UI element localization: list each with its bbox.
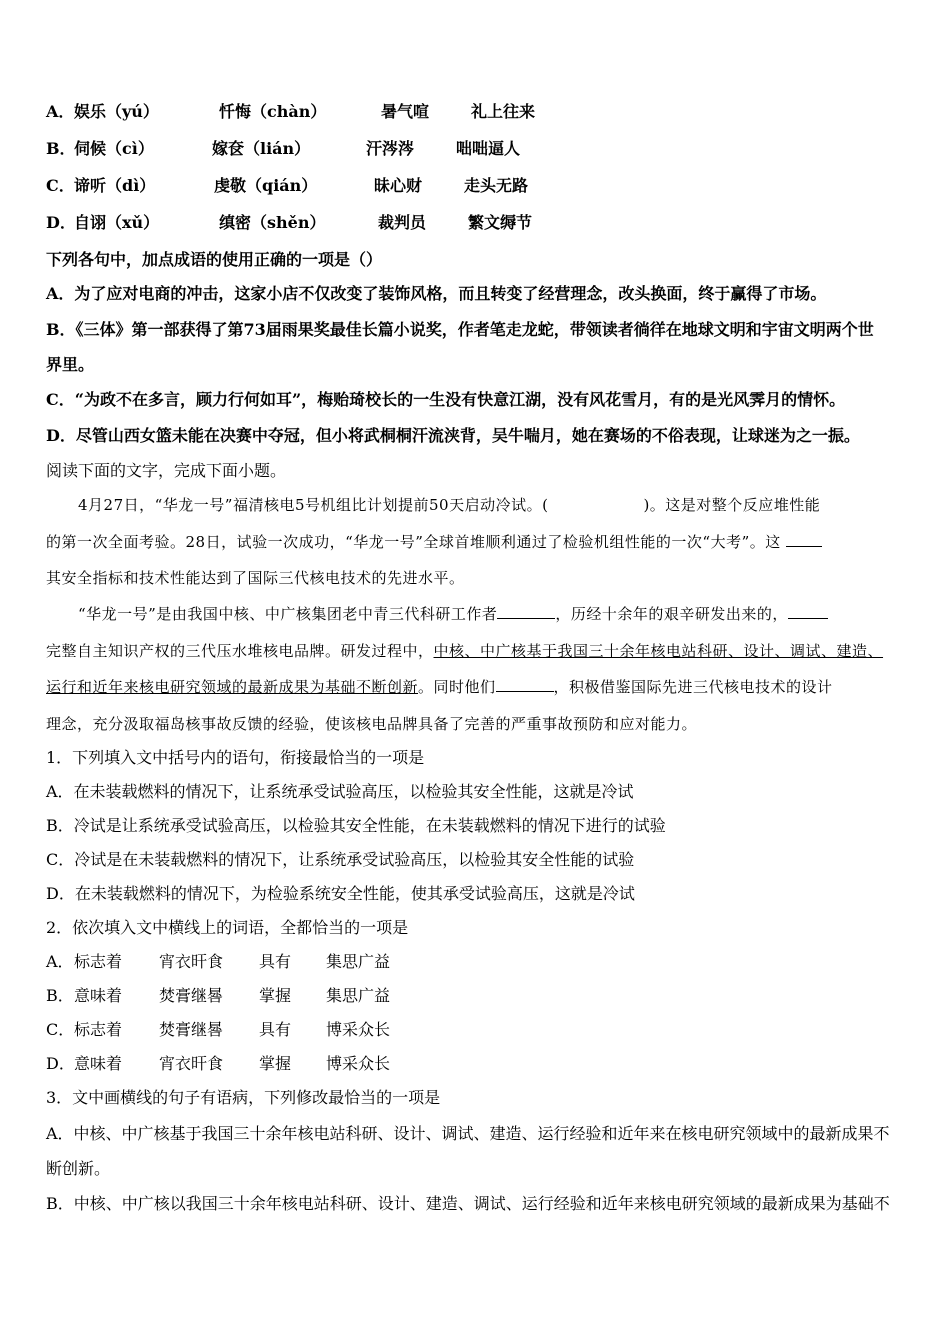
option-word: 缜密（shěn） <box>219 213 326 232</box>
option-word: 虔敬（qián） <box>214 176 318 195</box>
option-word: 礼上往来 <box>471 102 536 121</box>
question-stem: 下列各句中，加点成语的使用正确的一项是（） <box>46 250 383 269</box>
passage-line: “华龙一号”是由我国中核、中广核集团老中青三代科研工作者 ，历经十余年的艰辛研发出来的， <box>78 604 828 624</box>
exam-page: A． 娱乐（yú） 忏悔（chàn） 暑气喧 礼上往来 B． 伺候（cì） 嫁奁（lián） 汗涔涔 咄咄逼人 C． 谛听（dì） 虔敬（qián） 昧心财 走头无路 D． 自诩（xǔ） 缜密（shěn） 裁判员 繁文缛节 下列各句中，加点成语的使用正确的一项是（） A．为了应对电商的冲击，这家小店不仅改变了装饰风格，而且转变了经营理念，改头换面，终于赢得了市场。 B．《三体》第一部获得了第73届雨果奖最佳长篇小说奖，作者笔走龙蛇，带领读者徜徉在地球文明和宇宙文明两个世 界里。 C．“为政不在多言，顾力行何如耳”，梅贻琦校长的一生没有快意江湖，没有风花雪月，有的是光风霁月的情怀。 D．尽管山西女篮未能在决赛中夺冠，但小将武桐桐汗流浃背，吴牛喘月，她在赛场的不俗表现，让球迷为之一振。 阅读下面的文字，完成下面小题。 4月27日，“华龙一号”福清核电5号机组比计划提前50天启动冷试。( )。这是对整个反应堆性能 的第一次全面考验。28日，试验一次成功，“华龙一号”全球首堆顺利通过了检验机组性能的一次“大考”。这 其安全指标和技术性能达到了国际三代核电技术的先进水平。 “华龙一号”是由我国中核、中广核集团老中青三代科研工作者 ，历经十余年的艰辛研发出来的， 完整自主知识产权的三代压水堆核电品牌。研发过程中，中核、中广核基于我国三十余年核电站科研、设计、调试、建造、 运行和近年来核电研究领域的最新成果为基础不断创新。同时他们 ，积极借鉴国际先进三代核电技术的设计 理念，充分汲取福岛核事故反馈的经验，使该核电品牌具备了完善的严重事故预防和应对能力。 1．下列填入文中括号内的语句，衔接最恰当的一项是 A．在未装载燃料的情况下，让系统承受试验高压，以检验其安全性能，这就是冷试 B．冷试是让系统承受试验高压，以检验其安全性能，在未装载燃料的情况下进行的试验 C．冷试是在未装载燃料的情况下，让系统承受试验高压，以检验其安全性能的试验 D．在未装载燃料的情况下，为检验系统安全性能，使其承受试验高压，这就是冷试 2．依次填入文中横线上的词语，全都恰当的一项是 A． 标志着 宵衣旰食 具有 集思广益 B． 意味着 焚膏继晷 掌握 集思广益 C． 标志着 焚膏继晷 具有 博采众长 D． 意味着 宵衣旰食 掌握 博采众长 3．文中画横线的句子有语病，下列修改最恰当的一项是 A．中核、中广核基于我国三十余年核电站科研、设计、调试、建造、运行经验和近年来在核电研究领域中的最新成果不 断创新。 B．中核、中广核以我国三十余年核电站科研、设计、建造、调试、运行经验和近年来核电研究领域的最新成果为基础不 <box>46 102 890 1213</box>
option-word: 谛听（dì） <box>74 176 156 195</box>
option-d: D．在未装载燃料的情况下，为检验系统安全性能，使其承受试验高压，这就是冷试 <box>46 884 635 903</box>
option-label: C． <box>46 176 75 195</box>
underlined-sentence: 中核、中广核基于我国三十余年核电站科研、设计、调试、建造、 <box>433 642 884 660</box>
option-b: B．《三体》第一部获得了第73届雨果奖最佳长篇小说奖，作者笔走龙蛇，带领读者徜徉在地球文明和宇宙文明两个世 <box>46 320 874 339</box>
option-word: 忏悔（chàn） <box>219 102 327 121</box>
option-word: 裁判员 <box>378 213 427 232</box>
fill-blank <box>496 677 554 692</box>
question-stem: 1．下列填入文中括号内的语句，衔接最恰当的一项是 <box>46 748 425 767</box>
option-a-cont: 断创新。 <box>46 1159 111 1178</box>
question-stem: 3．文中画横线的句子有语病，下列修改最恰当的一项是 <box>46 1088 441 1107</box>
option-a: A．在未装载燃料的情况下，让系统承受试验高压，以检验其安全性能，这就是冷试 <box>46 782 634 801</box>
option-word: 走头无路 <box>464 176 529 195</box>
option-c: C．“为政不在多言，顾力行何如耳”，梅贻琦校长的一生没有快意江湖，没有风花雪月，有的是光风霁月的情怀。 <box>46 390 846 409</box>
passage-line: 理念，充分汲取福岛核事故反馈的经验，使该核电品牌具备了完善的严重事故预防和应对能力。 <box>46 715 698 733</box>
option-word: 汗涔涔 <box>366 139 415 158</box>
option-b-cont: 界里。 <box>46 355 95 374</box>
passage-line: 其安全指标和技术性能达到了国际三代核电技术的先进水平。 <box>46 569 465 587</box>
reading-intro: 阅读下面的文字，完成下面小题。 <box>46 461 287 480</box>
option-word: 暑气喧 <box>381 102 430 121</box>
option-label: A． <box>46 102 75 121</box>
passage-line: 运行和近年来核电研究领域的最新成果为基础不断创新。同时他们 ，积极借鉴国际先进三代核电技术的设计 <box>46 678 833 696</box>
option-word: 咄咄逼人 <box>456 139 521 158</box>
fill-blank <box>786 532 822 547</box>
question-stem: 2．依次填入文中横线上的词语，全都恰当的一项是 <box>46 918 409 937</box>
option-a: A．为了应对电商的冲击，这家小店不仅改变了装饰风格，而且转变了经营理念，改头换面，终于赢得了市场。 <box>46 284 827 303</box>
option-word: 昧心财 <box>374 176 423 195</box>
option-label: B． <box>46 139 76 158</box>
fill-blank <box>497 604 555 619</box>
option-d: D．尽管山西女篮未能在决赛中夺冠，但小将武桐桐汗流浃背，吴牛喘月，她在赛场的不俗表现，让球迷为之一振。 <box>46 426 860 445</box>
option-a: A．中核、中广核基于我国三十余年核电站科研、设计、调试、建造、运行经验和近年来在核电研究领域中的最新成果不 <box>46 1124 890 1143</box>
option-word: 娱乐（yú） <box>74 102 159 121</box>
option-word: 伺候（cì） <box>74 139 154 158</box>
passage-line: 完整自主知识产权的三代压水堆核电品牌。研发过程中，中核、中广核基于我国三十余年核电站科研、设计、调试、建造、 <box>46 642 884 660</box>
option-word: 嫁奁（lián） <box>212 139 311 158</box>
option-label: D． <box>46 213 76 232</box>
passage-line: 4月27日，“华龙一号”福清核电5号机组比计划提前50天启动冷试。( )。这是对整个反应堆性能 <box>78 496 821 514</box>
option-c: C．冷试是在未装载燃料的情况下，让系统承受试验高压，以检验其安全性能的试验 <box>46 850 635 869</box>
underlined-sentence: 运行和近年来核电研究领域的最新成果为基础不断创新 <box>46 678 419 696</box>
option-b: B．冷试是让系统承受试验高压，以检验其安全性能，在未装载燃料的情况下进行的试验 <box>46 816 666 835</box>
passage-line: 的第一次全面考验。28日，试验一次成功，“华龙一号”全球首堆顺利通过了检验机组性能的一次“大考”。这 <box>46 532 822 552</box>
option-b: B．中核、中广核以我国三十余年核电站科研、设计、建造、调试、运行经验和近年来核电研究领域的最新成果为基础不 <box>46 1194 890 1213</box>
fill-blank <box>788 604 828 619</box>
option-word: 繁文缛节 <box>468 213 533 232</box>
option-word: 自诩（xǔ） <box>74 213 160 232</box>
